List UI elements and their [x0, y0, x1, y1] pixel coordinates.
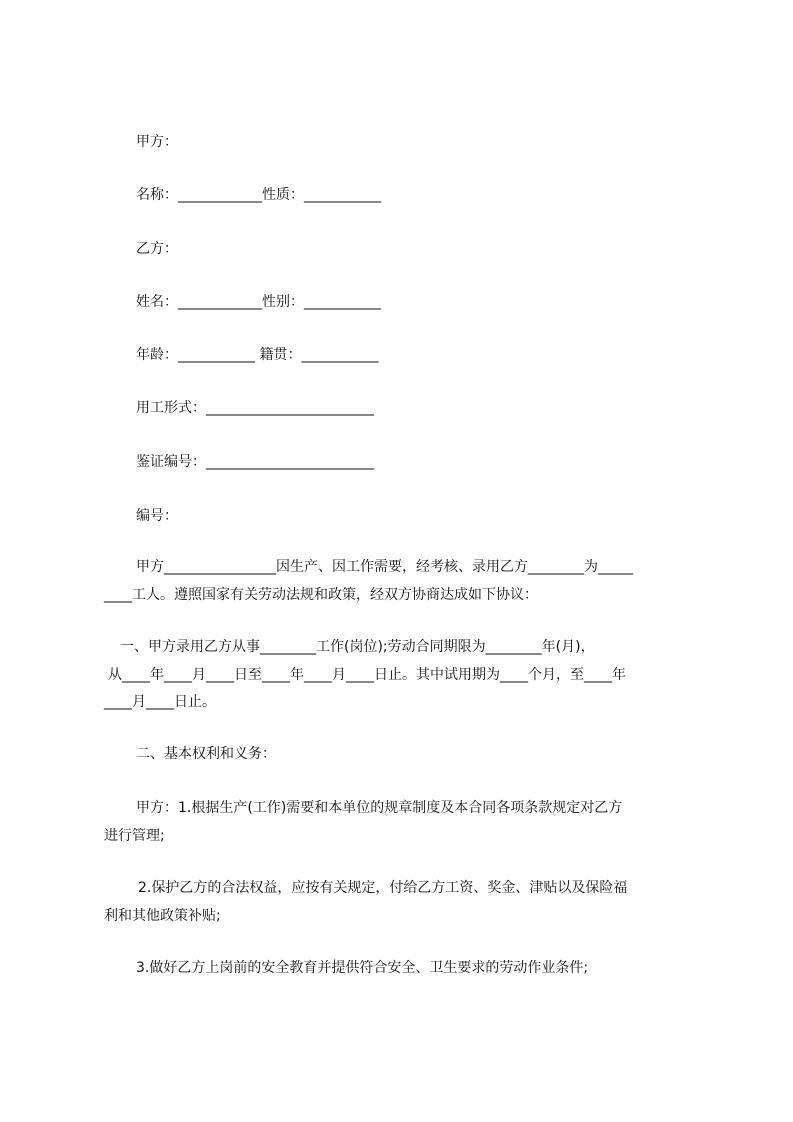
clause-2-item-1-line-1: 甲方：1.根据生产(工作)需要和本单位的规章制度及本合同各项条款规定对乙方 — [136, 800, 623, 816]
clause-2-item-2-line-2: 利和其他政策补贴; — [104, 908, 221, 924]
clause-1-line-1: 一、甲方录用乙方从事________工作(岗位);劳动合同期限为________年(月)， — [120, 639, 595, 655]
party-b-label: 乙方： — [136, 241, 178, 257]
number-row: 编号： — [136, 508, 178, 524]
clause-2-item-3-line-1: 3.做好乙方上岗前的安全教育并提供符合安全、卫生要求的劳动作业条件; — [136, 960, 589, 976]
party-a-label: 甲方： — [136, 134, 178, 150]
clause-2-title: 二、基本权利和义务： — [136, 746, 276, 762]
clause-1-line-3: ____月____日止。 — [104, 694, 216, 710]
clause-1-line-2: 从____年____月____日至____年____月____日止。其中试用期为____个月，至____年 — [108, 667, 626, 683]
age-origin-row: 年龄：___________ 籍贯：___________ — [136, 347, 379, 363]
name-gender-row: 姓名：____________性别：___________ — [136, 294, 381, 310]
certification-number-row: 鉴证编号：________________________ — [136, 454, 374, 470]
name-nature-row: 名称：____________性质：___________ — [136, 187, 381, 203]
intro-line-2: ____工人。遵照国家有关劳动法规和政策，经双方协商达成如下协议： — [104, 587, 538, 603]
employment-form-row: 用工形式：________________________ — [136, 400, 374, 416]
intro-line-1: 甲方________________因生产、因工作需要，经考核、录用乙方________为_____ — [136, 559, 633, 575]
clause-2-item-1-line-2: 进行管理; — [104, 828, 165, 844]
clause-2-item-2-line-1: 2.保护乙方的合法权益，应按有关规定，付给乙方工资、奖金、津贴以及保险福 — [138, 880, 628, 896]
